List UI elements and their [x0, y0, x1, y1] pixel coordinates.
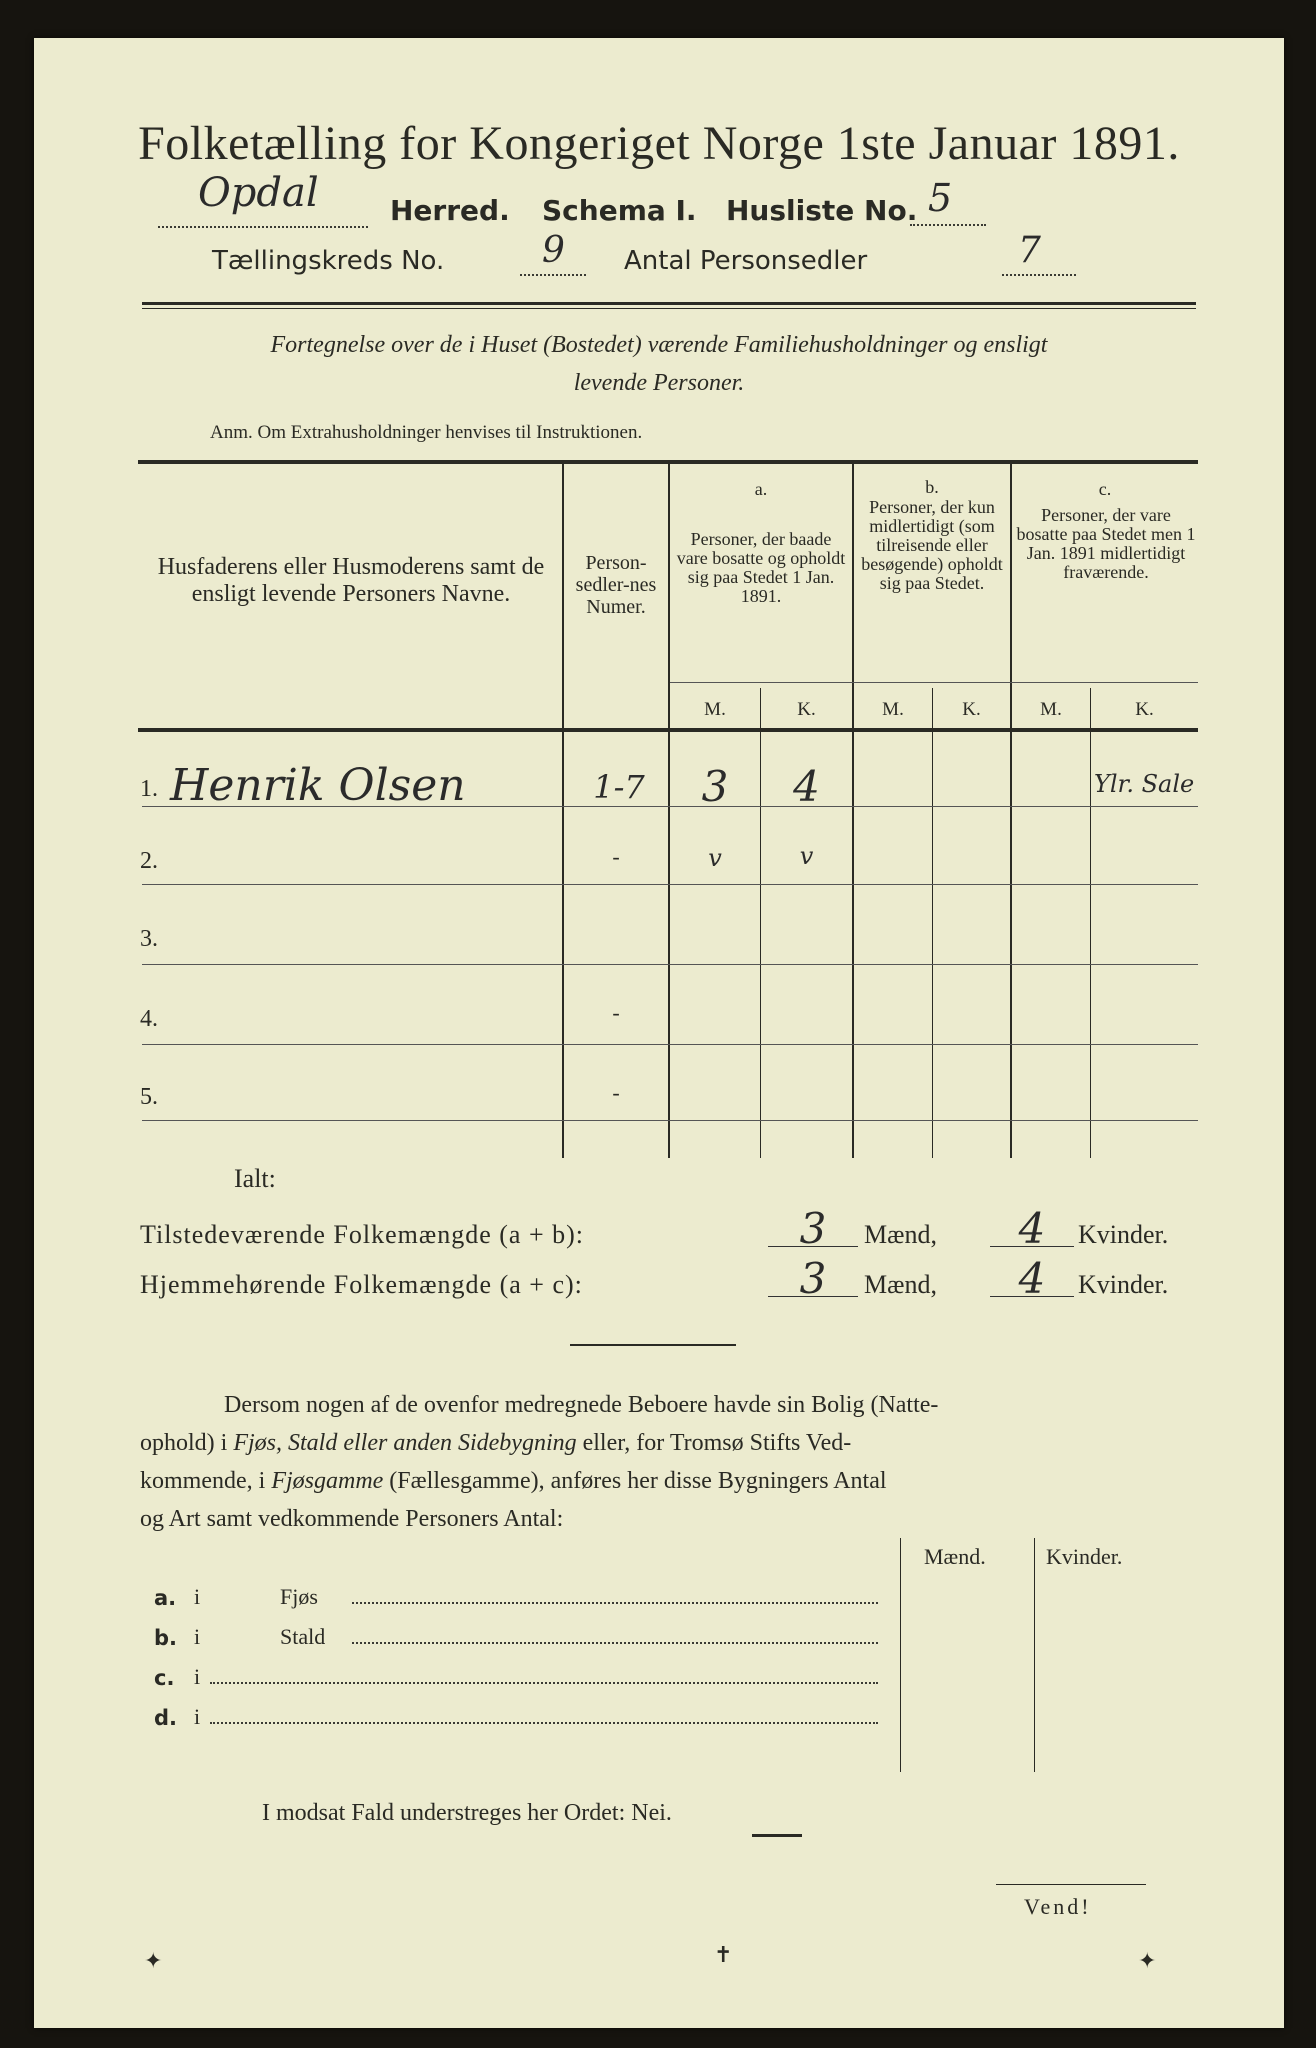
totals-line-1-maend: Mænd,: [864, 1220, 937, 1249]
row-1-number: 1.: [140, 776, 158, 802]
row-5-numer: -: [612, 1080, 620, 1105]
antal-value: 7: [1018, 230, 1041, 271]
buildings-para-3c: (Fællesgamme), anføres her disse Bygningers Antal: [383, 1468, 887, 1494]
antal-label: Antal Personsedler: [624, 246, 868, 276]
col-c-letter: c.: [1098, 479, 1112, 499]
husliste-field: [910, 176, 986, 226]
item-c-dots: [210, 1682, 878, 1684]
herred-label: Herred.: [390, 194, 510, 227]
buildings-col-divider-1: [900, 1538, 901, 1772]
row-rule-2: [142, 884, 1198, 885]
row-2-number: 2.: [140, 848, 158, 874]
col-a-m-label: M.: [704, 699, 726, 720]
totals-line-2-maend: Mænd,: [864, 1270, 937, 1299]
item-b-i: i: [194, 1624, 201, 1649]
col-b-letter: b.: [925, 477, 939, 497]
col-b-mk-divider: [932, 688, 933, 1158]
col-c-k-label: K.: [1135, 699, 1154, 720]
item-a-label: Fjøs: [280, 1584, 318, 1609]
row-rule-4: [142, 1044, 1198, 1045]
row-1-note: Ylr. Sale: [1094, 770, 1195, 798]
modsat-note: I modsat Fald understreges her Ordet: Nei.: [262, 1800, 672, 1826]
husliste-value: 5: [928, 176, 953, 220]
section-divider: [570, 1344, 736, 1346]
totals-line-1-kvinder: Kvinder.: [1078, 1220, 1169, 1249]
item-d-i: i: [194, 1704, 201, 1729]
item-d-dots: [210, 1722, 878, 1724]
item-a-i: i: [194, 1584, 201, 1609]
buildings-para-2c: eller, for Tromsø Stifts Ved-: [576, 1430, 852, 1456]
buildings-para-3: [140, 1468, 887, 1495]
totals-line-1-label: Tilstedeværende Folkemængde (a + b):: [140, 1220, 584, 1249]
antal-field: [1002, 230, 1076, 276]
kreds-label: Tællingskreds No.: [212, 246, 445, 276]
intro-line-2: levende Personer.: [573, 370, 745, 396]
schema-label: Schema I.: [542, 194, 697, 227]
item-d-letter: d.: [154, 1706, 178, 1730]
col-b-header: Personer, der kun midlertidigt (som tilreisende eller besøgende) opholdt sig paa Stedet.: [861, 497, 1003, 593]
kreds-value: 9: [542, 230, 565, 271]
row-2-a-m: v: [708, 844, 722, 872]
row-1-a-k: 4: [793, 762, 820, 811]
header-rule: [142, 302, 1196, 305]
row-1-a-m: 3: [701, 762, 729, 811]
col-a-header: Personer, der baade vare bosatte og opholdt sig paa Stedet 1 Jan. 1891.: [676, 529, 846, 606]
buildings-maend-header: Mænd.: [924, 1544, 986, 1569]
row-rule-3: [142, 964, 1198, 965]
col-c-m-label: M.: [1040, 699, 1062, 720]
row-2-numer: -: [612, 844, 620, 869]
col-divider-4: [1010, 462, 1012, 1158]
item-c-i: i: [194, 1664, 201, 1689]
col-a-letter: a.: [754, 479, 768, 499]
kreds-field: [520, 230, 586, 276]
registration-mark-left: ✦: [144, 1948, 163, 1973]
totals-line-1-m: 3: [799, 1204, 827, 1253]
row-4-number: 4.: [140, 1006, 158, 1032]
husliste-label: Husliste No.: [726, 194, 918, 227]
census-form-page: [34, 38, 1284, 2028]
col-c-header: Personer, der vare bosatte paa Stedet men 1 Jan. 1891 midlertidigt fraværende.: [1016, 505, 1196, 582]
registration-mark-center: ✝: [714, 1942, 733, 1967]
col-a-k-label: K.: [797, 699, 816, 720]
vend-label: Vend!: [1024, 1894, 1092, 1919]
row-2-a-k: v: [799, 842, 814, 870]
col-b-k-label: K.: [962, 699, 981, 720]
buildings-para-4: og Art samt vedkommende Personers Antal:: [140, 1506, 564, 1532]
item-a-letter: a.: [154, 1586, 177, 1610]
registration-mark-right: ✦: [1138, 1948, 1157, 1973]
row-4-numer: -: [612, 1000, 620, 1025]
row-3-number: 3.: [140, 926, 158, 952]
herred-field: [158, 170, 368, 228]
buildings-para-2b: Fjøs, Stald eller anden Sidebygning: [233, 1430, 577, 1456]
totals-line-2-m: 3: [799, 1254, 827, 1303]
item-c-letter: c.: [154, 1666, 175, 1690]
col-numer-header: Person-sedler-nes Numer.: [575, 552, 657, 618]
nei-underline: [752, 1834, 802, 1837]
buildings-col-divider-2: [1034, 1538, 1035, 1772]
herred-value: Opdal: [198, 170, 319, 216]
item-b-letter: b.: [154, 1626, 178, 1650]
ialt-label: Ialt:: [234, 1164, 276, 1193]
item-b-label: Stald: [280, 1624, 326, 1649]
col-c-mk-divider: [1090, 688, 1091, 1158]
buildings-para-3a: kommende, i: [140, 1468, 272, 1494]
intro-line-1: Fortegnelse over de i Huset (Bostedet) værende Familiehusholdninger og ensligt: [270, 332, 1048, 358]
item-b-dots: [352, 1642, 878, 1644]
col-names-header: Husfaderens eller Husmoderens samt de ensligt levende Personers Navne.: [157, 554, 545, 607]
col-b-m-label: M.: [882, 699, 904, 720]
row-1-name: Henrik Olsen: [170, 760, 466, 811]
totals-line-1-k: 4: [1018, 1204, 1046, 1253]
buildings-para-2a: ophold) i: [140, 1430, 234, 1456]
vend-rule: [996, 1884, 1146, 1885]
header-rule-thin: [142, 308, 1196, 309]
item-a-dots: [352, 1602, 878, 1604]
col-a-mk-divider: [760, 688, 761, 1158]
row-5-number: 5.: [140, 1084, 158, 1110]
totals-line-2-label: Hjemmehørende Folkemængde (a + c):: [140, 1270, 583, 1299]
form-title: Folketælling for Kongeriget Norge 1ste Januar 1891.: [138, 117, 1180, 170]
totals-line-2-k: 4: [1018, 1254, 1046, 1303]
buildings-para-1: Dersom nogen af de ovenfor medregnede Beboere havde sin Bolig (Natte-: [224, 1392, 939, 1418]
row-rule-5: [142, 1120, 1198, 1121]
buildings-para-3b: Fjøsgamme: [271, 1468, 384, 1494]
buildings-para-2: [140, 1430, 851, 1457]
row-1-numer: 1-7: [593, 768, 645, 806]
anm-note: Anm. Om Extrahusholdninger henvises til Instruktionen.: [210, 422, 643, 443]
totals-line-2-kvinder: Kvinder.: [1078, 1270, 1169, 1299]
buildings-kvinder-header: Kvinder.: [1046, 1544, 1123, 1569]
mk-top-rule: [670, 682, 1198, 683]
